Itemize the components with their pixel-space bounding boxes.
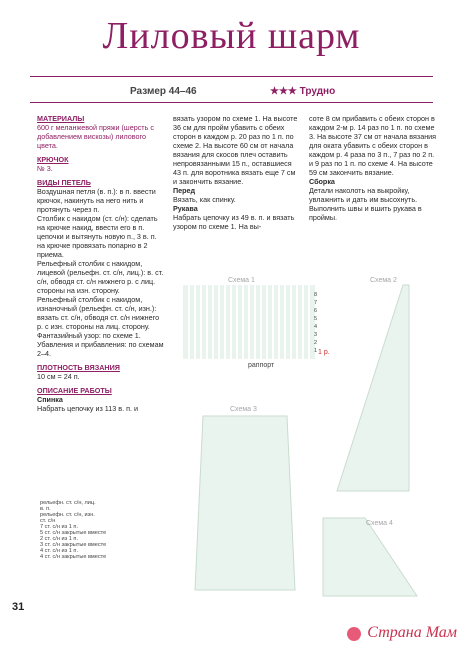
schema-2-label: Схема 2 [370, 277, 397, 284]
watermark-logo: Страна Мам [367, 624, 457, 641]
back-text: Набрать цепочку из 113 в. п. и [37, 404, 138, 413]
sleeves-heading: Рукава [173, 204, 198, 213]
materials-text: 600 г меланжевой пряжи (шерсть с добавлением вискозы) лилового цвета. [37, 123, 154, 150]
schema-4-label: Схема 4 [366, 520, 393, 527]
right-text-1: соте 8 см прибавить с обеих сторон в каждом 2-м р. 14 раз по 1 п. по схеме 3. На высоте 37 см от начала вязания для оката убавить с обеих сторон в каждом р. 4 раза по 3 п., 7 раз по 2 п. и 9 раз по 1 п. по схеме 4. На высоте 59 см закончить вязание. [309, 114, 437, 177]
left-column [37, 114, 165, 413]
difficulty-label: ★★★ Трудно [270, 86, 336, 97]
loop-2: Столбик с накидом (ст. с/н): сделать на крючке накид, ввести его в п. цепочки и вытянуть новую п., 3 в. п. на крючке провязать попарно в 2 приема. [37, 214, 158, 259]
loop-6: Убавления и прибавления: по схемам 2–4. [37, 340, 164, 358]
row-numbers: 8 7 6 5 4 3 2 1 [314, 292, 318, 354]
assembly-text: Детали наколоть на выкройку, увлажнить и дать им высохнуть. Выполнить швы и вшить рукава в проймы. [309, 186, 422, 222]
schema-1-label: Схема 1 [228, 277, 255, 284]
page-number: 31 [12, 601, 25, 613]
front-heading: Перед [173, 186, 196, 195]
page-title: Лиловый шарм [102, 15, 361, 57]
loop-5: Фантазийный узор: по схеме 1. [37, 331, 141, 340]
schema-4-shape [321, 516, 419, 598]
materials-heading: МАТЕРИАЛЫ [37, 114, 85, 123]
loops-heading: ВИДЫ ПЕТЕЛЬ [37, 178, 91, 187]
description-heading: ОПИСАНИЕ РАБОТЫ [37, 386, 112, 395]
size-label: Размер 44–46 [130, 86, 197, 97]
right-column [309, 114, 437, 222]
middle-column [173, 114, 301, 231]
schema-3-label: Схема 3 [230, 406, 257, 413]
front-text: Вязать, как спинку. [173, 195, 236, 204]
back-heading: Спинка [37, 395, 63, 404]
schema-3-shape [193, 414, 297, 592]
schema-2-shape [333, 283, 411, 493]
legend: рельефн. ст. с/н, лиц. в. п. рельефн. ст. с/н, изн. ст. с/н 7 ст. с/н из 1 п. 5 ст. с/н закрытые вместе 2 ст. с/н из 1 п. 3 ст. с/н закрытые вместе 4 ст. с/н из 1 п. 4 ст. с/н закрытые вместе [40, 500, 107, 560]
hook-text: № 3. [37, 164, 53, 173]
loop-3: Рельефный столбик с накидом, лицевой (рельефн. ст. с/н, лиц.): в. ст. с/н, обводя ст. с/н нижнего р. с лиц. стороны на изн. сторону. [37, 259, 164, 295]
density-text: 10 см = 24 п. [37, 372, 80, 381]
assembly-heading: Сборка [309, 177, 335, 186]
loop-4: Рельефный столбик с накидом, изнаночный (рельефн. ст. с/н, изн.): вязать ст. с/н, обводя ст. с/н нижнего р. с изн. стороны на лиц. сторону. [37, 295, 160, 331]
middle-text-1: вязать узором по схеме 1. На высоте 36 см для пройм убавить с обеих сторон в каждом р. 20 раз по 1 п. по схеме 2. На высоте 60 см от начала вязания для скосов плеч оставить непровязанными 15 п., оставшиеся 43 п. для воротника вязать еще 7 см и закончить вязание. [173, 114, 298, 186]
density-heading: ПЛОТНОСТЬ ВЯЗАНИЯ [37, 363, 120, 372]
rapport-label: раппорт [248, 362, 275, 369]
sleeves-text: Набрать цепочку из 49 в. п. и вязать узором по схеме 1. На вы- [173, 213, 295, 231]
loop-1: Воздушная петля (в. п.): в п. ввести крючок, накинуть на него нить и протянуть через п. [37, 187, 156, 214]
row-marker: 1 р. [318, 349, 330, 356]
title-rule [30, 76, 433, 77]
meta-rule [30, 102, 433, 103]
hook-heading: КРЮЧОК [37, 155, 69, 164]
